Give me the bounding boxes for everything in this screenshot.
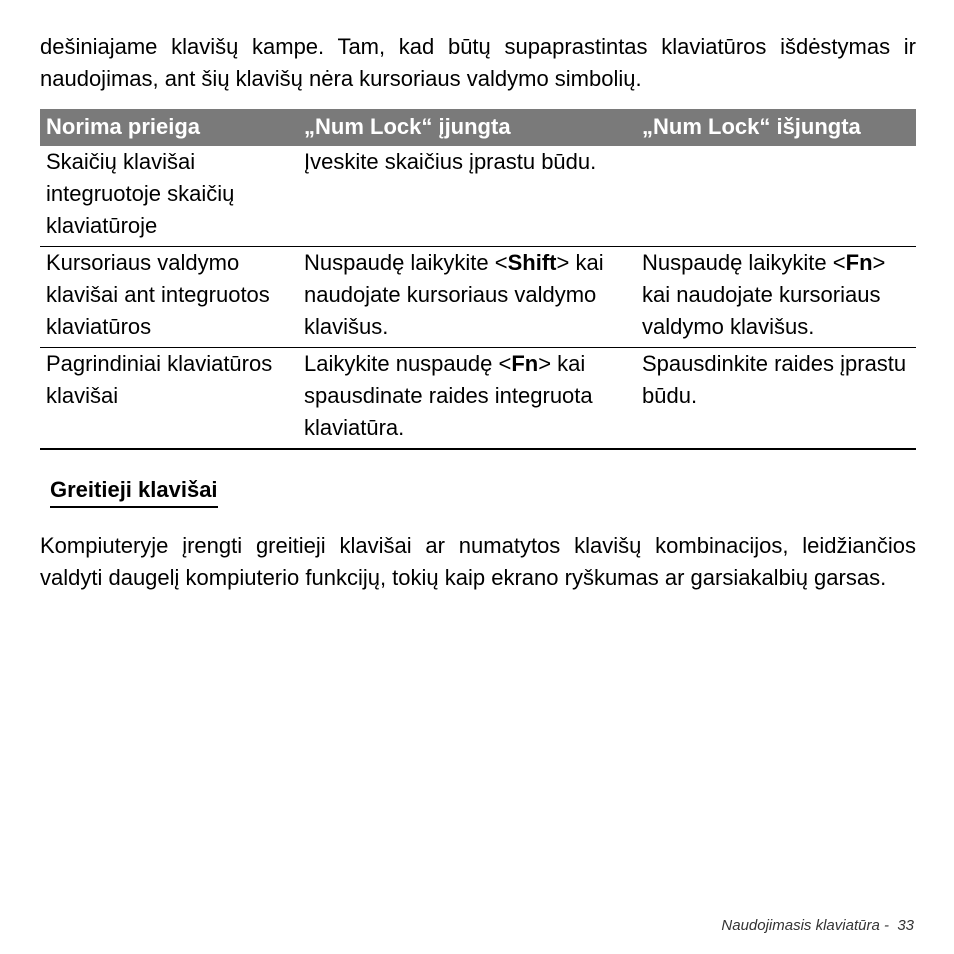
text: > kai spausdinate raides integruota klaviatūra. [304, 351, 593, 440]
footer-label: Naudojimasis klaviatūra - [721, 917, 889, 934]
header-access: Norima prieiga [40, 109, 298, 146]
intro-paragraph: dešiniajame klavišų kampe. Tam, kad būtų supaprastintas klaviatūros išdėstymas ir naudojimas, ant šių klavišų nėra kursoriaus valdymo simbolių. [40, 34, 916, 91]
cell-num-lock-off [636, 247, 916, 348]
key-name: Fn [845, 250, 873, 275]
section-paragraph: Kompiuteryje įrengti greitieji klavišai ar numatytos klavišų kombinacijos, leidžiančios valdyti daugelį kompiuterio funkcijų, tokių kaip ekrano ryškumas ar garsiakalbių garsas. [40, 533, 916, 590]
table-row [40, 146, 916, 247]
key-name: Fn [511, 351, 539, 376]
cell-access: Kursoriaus valdymo klavišai ant integruotos klaviatūros [40, 247, 298, 348]
text: Nuspaudę laikykite < [642, 250, 846, 275]
section-heading: Greitieji klavišai [50, 474, 218, 508]
cell-num-lock-on: Įveskite skaičius įprastu būdu. [298, 146, 636, 247]
page-content [40, 31, 916, 594]
text: > kai naudojate kursoriaus valdymo klavišus. [304, 250, 604, 339]
cell-num-lock-on [298, 348, 636, 450]
cell-num-lock-off: Spausdinkite raides įprastu būdu. [636, 348, 916, 450]
page-number: 33 [897, 917, 914, 934]
page-footer [721, 917, 914, 934]
cell-num-lock-off [636, 146, 916, 247]
num-lock-table [40, 109, 916, 450]
header-num-lock-on: „Num Lock“ įjungta [298, 109, 636, 146]
table-row [40, 348, 916, 450]
text: > kai naudojate kursoriaus valdymo klavišus. [642, 250, 886, 339]
cell-access: Pagrindiniai klaviatūros klavišai [40, 348, 298, 450]
cell-access: Skaičių klavišai integruotoje skaičių klaviatūroje [40, 146, 298, 247]
cell-num-lock-on [298, 247, 636, 348]
text: Nuspaudę laikykite < [304, 250, 508, 275]
header-num-lock-off: „Num Lock“ išjungta [636, 109, 916, 146]
table-row [40, 247, 916, 348]
table-header-row [40, 109, 916, 146]
key-name: Shift [507, 250, 557, 275]
text: Laikykite nuspaudę < [304, 351, 512, 376]
